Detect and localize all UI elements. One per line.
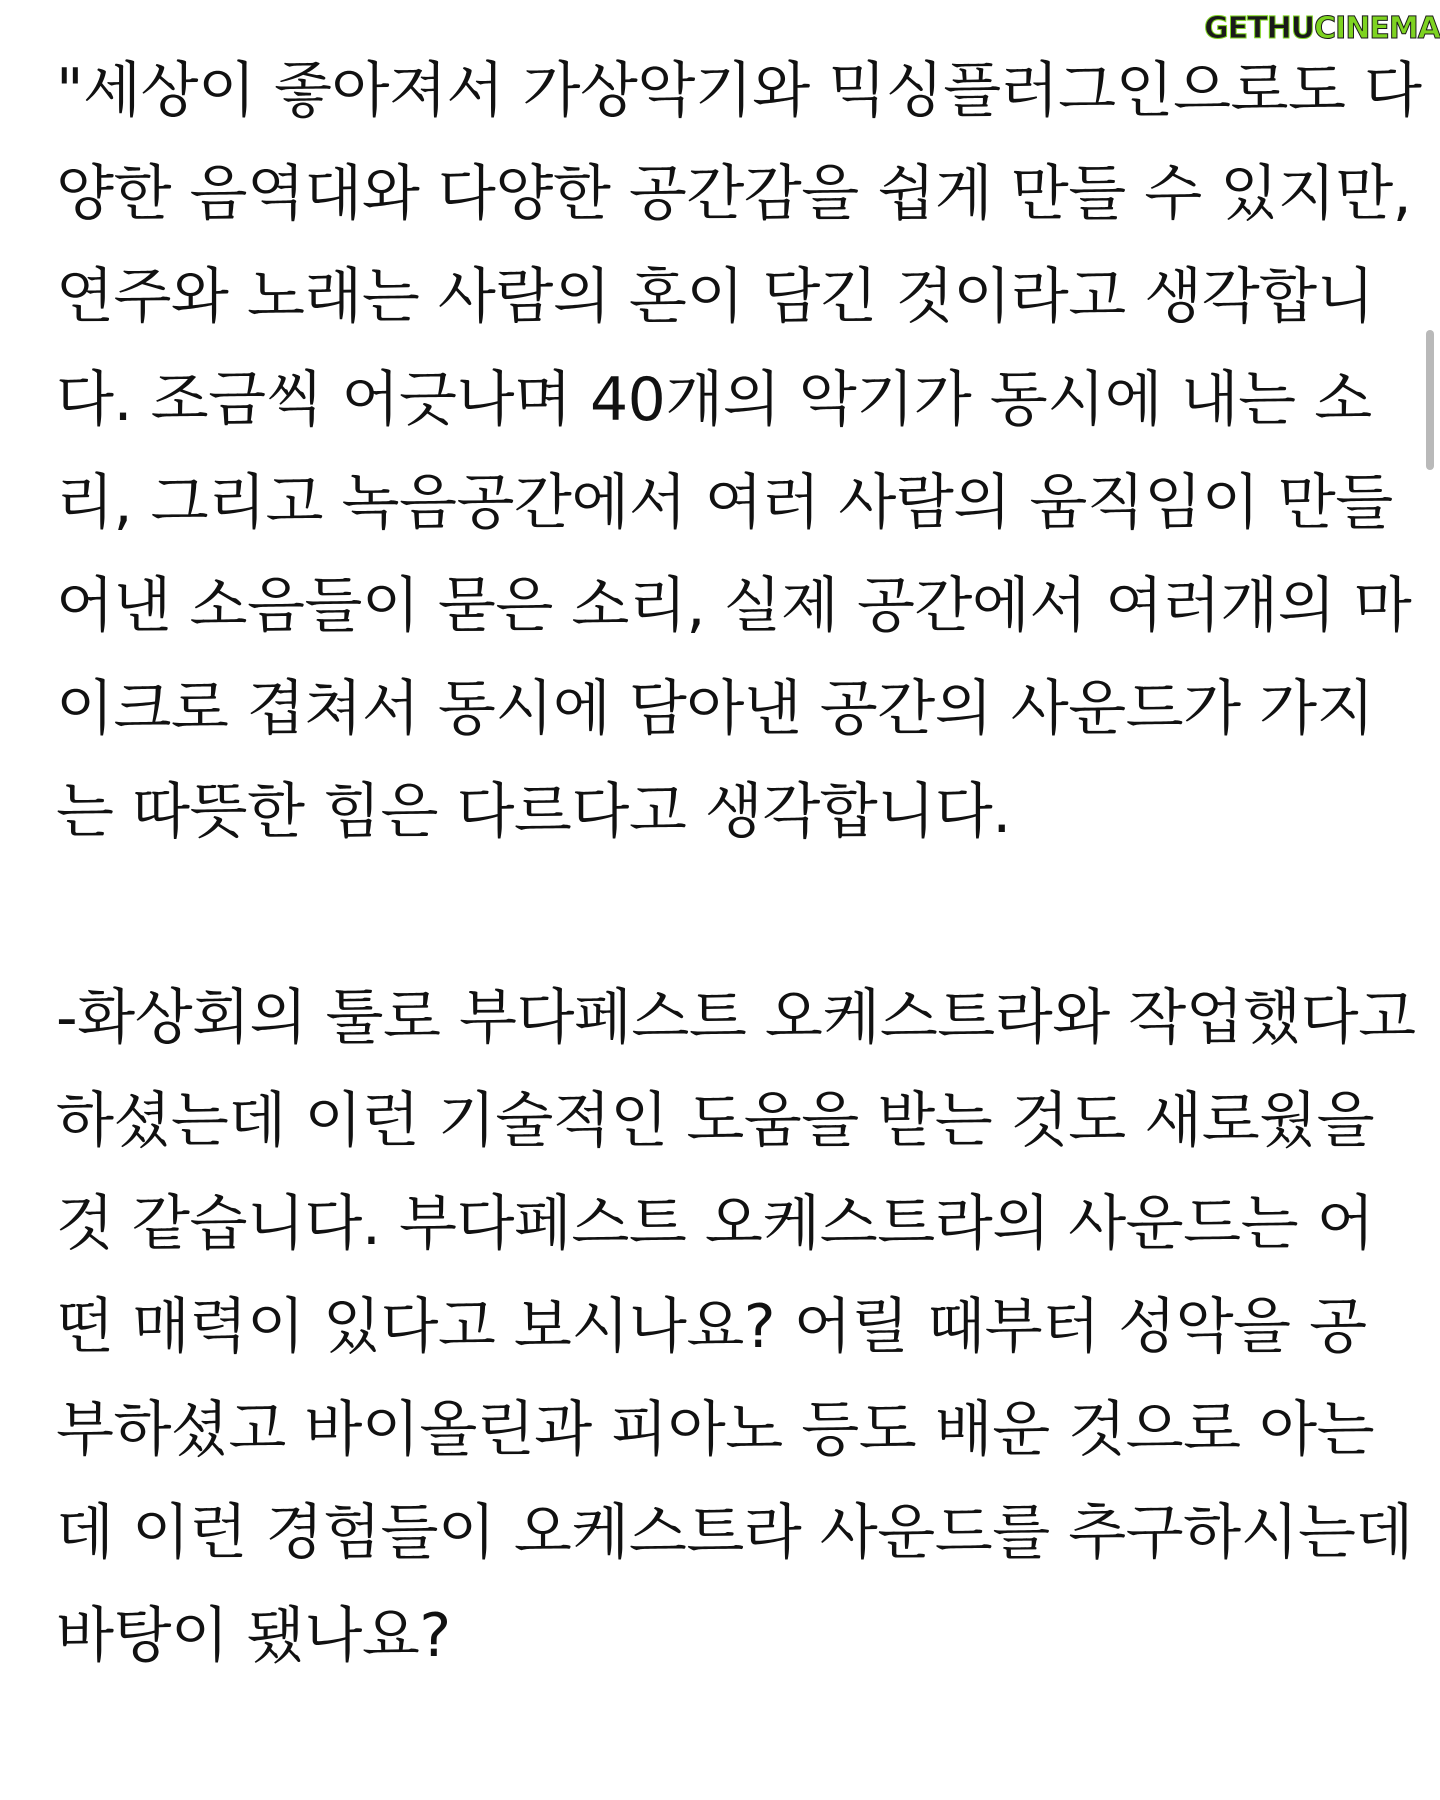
question-paragraph: [56, 967, 1416, 1688]
text-line: 양한 음역대와 다양한 공간감을 쉽게 만들 수 있지만,: [56, 159, 1412, 229]
text-line: 이크로 겹쳐서 동시에 담아낸 공간의 사운드가 가지: [56, 674, 1375, 744]
watermark-text-part1: GETHU: [1204, 10, 1315, 46]
text-line: 다. 조금씩 어긋나며 40개의 악기가 동시에 내는 소: [56, 365, 1372, 435]
scrollbar-thumb[interactable]: [1426, 330, 1434, 470]
text-line: "세상이 좋아져서 가상악기와 믹싱플러그인으로도 다: [56, 56, 1422, 126]
text-line: 연주와 노래는 사람의 혼이 담긴 것이라고 생각합니: [56, 262, 1375, 332]
text-line: 하셨는데 이런 기술적인 도움을 받는 것도 새로웠을: [56, 1086, 1375, 1156]
text-line: 부하셨고 바이올린과 피아노 등도 배운 것으로 아는: [56, 1395, 1375, 1465]
watermark-text-part2: CINEMA: [1314, 10, 1440, 46]
text-line: -화상회의 툴로 부다페스트 오케스트라와 작업했다고: [56, 983, 1416, 1053]
text-line: 것 같습니다. 부다페스트 오케스트라의 사운드는 어: [56, 1189, 1375, 1259]
quote-paragraph: [56, 40, 1422, 864]
paragraph-spacer: [56, 864, 1386, 967]
text-line: 바탕이 됐나요?: [56, 1601, 451, 1671]
text-line: 리, 그리고 녹음공간에서 여러 사람의 움직임이 만들: [56, 468, 1393, 538]
text-line: 데 이런 경험들이 오케스트라 사운드를 추구하시는데: [56, 1498, 1413, 1568]
text-line: 어낸 소음들이 묻은 소리, 실제 공간에서 여러개의 마: [56, 571, 1412, 641]
text-line: 떤 매력이 있다고 보시나요? 어릴 때부터 성악을 공: [56, 1292, 1367, 1362]
text-line: 는 따뜻한 힘은 다르다고 생각합니다.: [56, 777, 1011, 847]
article-body: [56, 40, 1422, 1688]
